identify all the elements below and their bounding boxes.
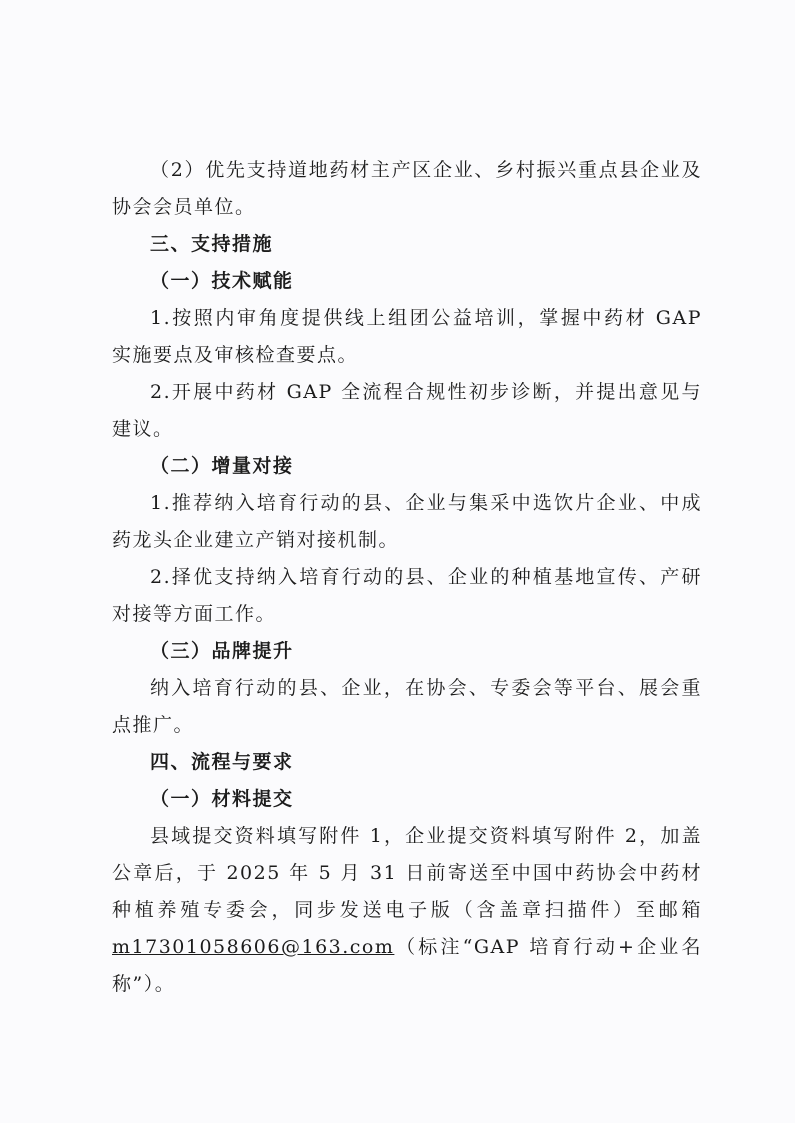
paragraph-training: 1.按照内审角度提供线上组团公益培训，掌握中药材 GAP 实施要点及审核检查要点。 [112,307,702,366]
paragraph-base-promotion: 2.择优支持纳入培育行动的县、企业的种植基地宣传、产研对接等方面工作。 [112,566,702,625]
subsection-heading-brand-promotion: （三）品牌提升 [150,640,294,662]
subsection-heading-tech-empowerment: （一）技术赋能 [150,270,294,292]
section-heading-support-measures: 三、支持措施 [150,233,274,255]
submission-note: （标注“GAP 培育行动+企业名称”）。 [112,936,702,995]
paragraph-docking-mechanism: 1.推荐纳入培育行动的县、企业与集采中选饮片企业、中成药龙头企业建立产销对接机制。 [112,492,702,551]
section-heading-process-requirements: 四、流程与要求 [150,751,294,773]
email-link[interactable]: m17301058606@163.com [112,936,395,958]
paragraph-priority-support: （2）优先支持道地药材主产区企业、乡村振兴重点县企业及协会会员单位。 [112,159,702,218]
subsection-heading-incremental-docking: （二）增量对接 [150,455,294,477]
paragraph-brand-promotion: 纳入培育行动的县、企业，在协会、专委会等平台、展会重点推广。 [112,677,702,736]
subsection-heading-material-submission: （一）材料提交 [150,788,294,810]
paragraph-diagnosis: 2.开展中药材 GAP 全流程合规性初步诊断，并提出意见与建议。 [112,381,702,440]
submission-text: 县域提交资料填写附件 1，企业提交资料填写附件 2，加盖公章后，于 2025 年 5 月 31 日前寄送至中国中药协会中药材种植养殖专委会，同步发送电子版（含盖章扫描件）至邮箱 [112,825,702,921]
paragraph-material-submission [112,818,702,1003]
